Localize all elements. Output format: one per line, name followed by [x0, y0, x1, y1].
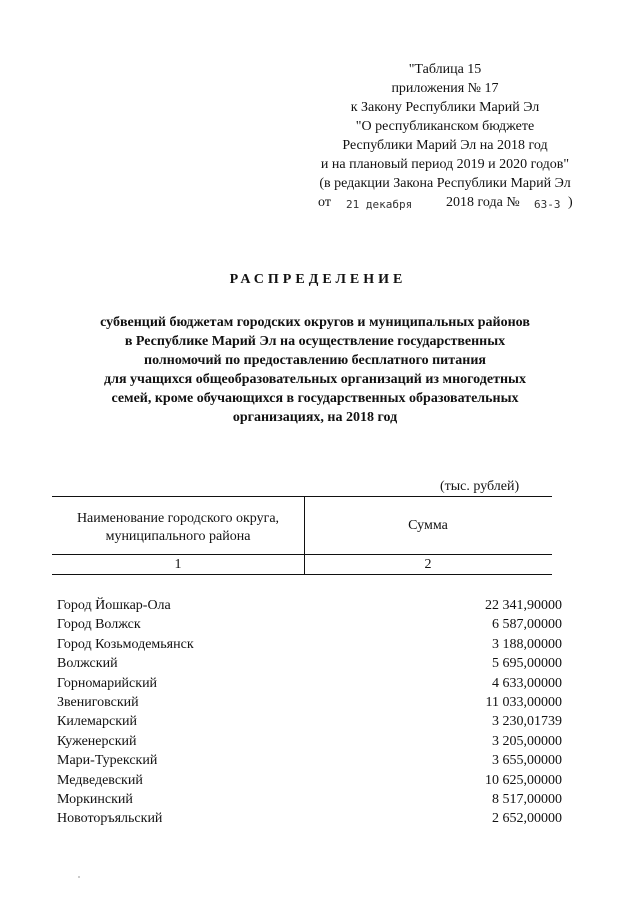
row-amount: 3 230,01739 — [492, 714, 562, 730]
row-name: Город Йошкар-Ола — [57, 598, 171, 613]
row-amount: 3 655,00000 — [492, 753, 562, 769]
column-number-1: 1 — [174, 557, 182, 572]
table-numbering-rule — [52, 574, 552, 575]
row-amount: 3 188,00000 — [492, 636, 562, 652]
header-line: "О республиканском бюджете — [355, 119, 535, 134]
row-amount: 22 341,90000 — [485, 598, 562, 613]
table-row — [57, 693, 562, 712]
table-row — [57, 771, 562, 790]
row-name: Горномарийский — [57, 675, 158, 691]
subtitle-line: организациях, на 2018 год — [232, 410, 398, 425]
table-header — [52, 496, 552, 575]
column-header-name-line: Наименование городского округа, — [76, 511, 280, 526]
table-row — [57, 751, 562, 770]
row-name: Куженерский — [57, 733, 137, 749]
row-amount: 10 625,00000 — [485, 772, 562, 788]
header-line: Республики Марий Эл на 2018 год — [342, 138, 548, 153]
row-name: Медведевский — [57, 772, 143, 788]
header-line: приложения № 17 — [391, 81, 499, 96]
table-row — [57, 654, 562, 673]
column-header-name — [52, 510, 304, 546]
table-row — [57, 596, 562, 615]
table-top-rule — [52, 496, 552, 497]
decree-date-handwritten: 21 декабря — [346, 198, 413, 211]
row-name: Мари-Турекский — [57, 753, 158, 769]
document-title: РАСПРЕДЕЛЕНИЕ — [229, 272, 407, 287]
subtitle-line: в Республике Марий Эл на осуществление государственных — [124, 334, 506, 349]
table-row — [57, 674, 562, 693]
table-row — [57, 790, 562, 809]
subtitle-line: полномочий по предоставлению бесплатного питания — [144, 353, 486, 368]
header-line: и на плановый период 2019 и 2020 годов" — [320, 157, 570, 172]
row-amount: 2 652,00000 — [492, 811, 562, 827]
row-amount: 5 695,00000 — [492, 656, 562, 672]
decree-line — [300, 193, 590, 212]
row-amount: 3 205,00000 — [492, 733, 562, 749]
table-row — [57, 732, 562, 751]
document-subtitle — [60, 313, 570, 427]
header-line: к Закону Республики Марий Эл — [350, 100, 540, 115]
decree-suffix: ) — [568, 195, 573, 210]
subtitle-line: семей, кроме обучающихся в государственных образовательных — [111, 391, 519, 406]
column-header-sum: Сумма — [408, 518, 448, 533]
table-row — [57, 615, 562, 634]
table-row — [57, 635, 562, 654]
decree-year-text: 2018 года № — [446, 195, 520, 210]
subtitle-line: субвенций бюджетам городских округов и муниципальных районов — [100, 315, 530, 330]
row-amount: 11 033,00000 — [485, 694, 562, 710]
row-name: Город Волжск — [57, 617, 141, 633]
table-body — [57, 596, 562, 829]
row-name: Моркинский — [57, 791, 133, 807]
decree-number-handwritten: 63-З — [534, 198, 561, 211]
table-row — [57, 712, 562, 731]
table-row — [57, 809, 562, 828]
column-number-2: 2 — [424, 557, 432, 572]
row-name: Новоторъяльский — [57, 811, 163, 827]
units-label: (тыс. рублей) — [440, 479, 520, 494]
scan-speck — [78, 876, 80, 878]
row-name: Волжский — [57, 656, 118, 672]
row-amount: 8 517,00000 — [492, 791, 562, 807]
row-name: Килемарский — [57, 714, 138, 730]
header-line: (в редакции Закона Республики Марий Эл — [319, 176, 571, 191]
decree-prefix: от — [318, 195, 331, 210]
row-name: Звениговский — [57, 694, 139, 710]
subtitle-line: для учащихся общеобразовательных организаций из многодетных — [104, 372, 526, 387]
table-header-rule — [52, 554, 552, 555]
header-line: "Таблица 15 — [408, 62, 482, 77]
column-header-name-line: муниципального района — [105, 529, 251, 544]
row-amount: 6 587,00000 — [492, 617, 562, 633]
row-name: Город Козьмодемьянск — [57, 636, 194, 652]
row-amount: 4 633,00000 — [492, 675, 562, 691]
table-reference-header — [300, 60, 590, 212]
